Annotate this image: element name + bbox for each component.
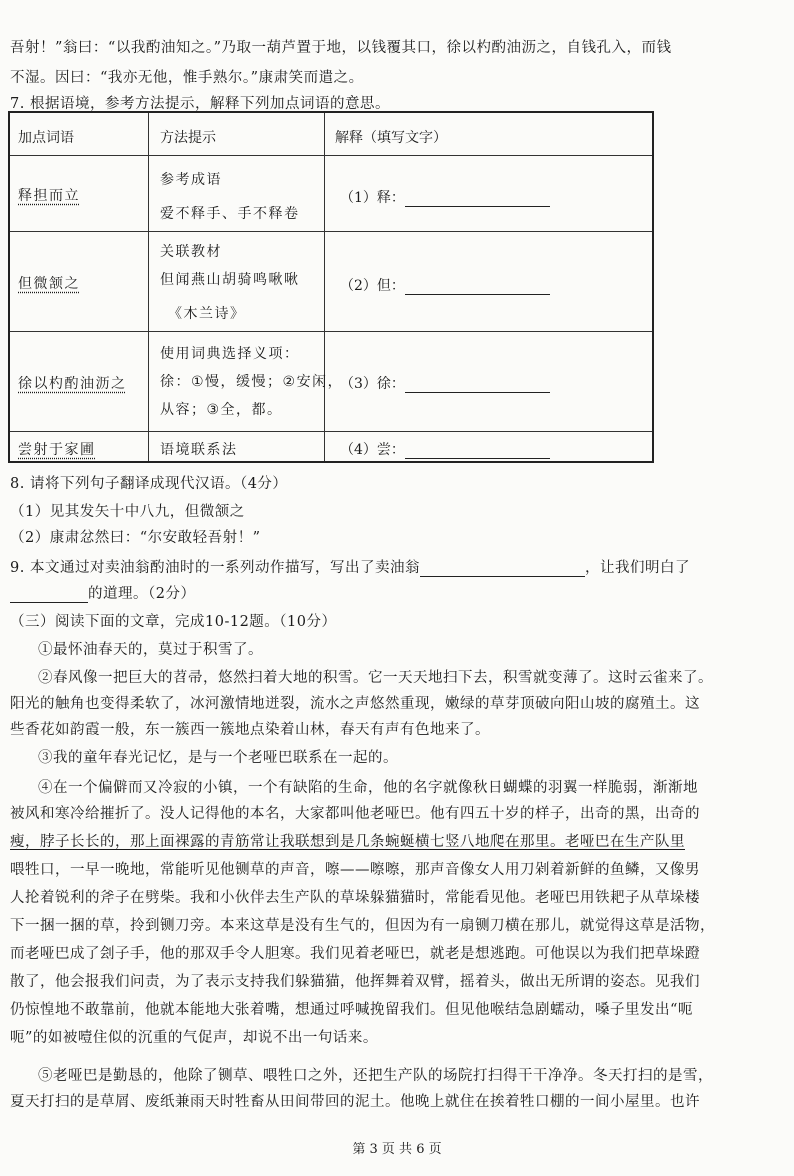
answer-cell — [340, 275, 550, 295]
question-9-line — [10, 556, 754, 577]
word-cell: 但微颔之 — [18, 276, 80, 292]
hint-line: 从容；③全，都。 — [160, 402, 283, 418]
answer-blank[interactable] — [405, 378, 550, 393]
question-7-stem: 7. 根据语境，参考方法提示，解释下列加点词语的意思。 — [10, 96, 390, 112]
answer-label: （2）但： — [340, 278, 405, 294]
answer-blank[interactable] — [405, 280, 550, 295]
answer-cell — [340, 439, 550, 459]
word-cell: 徐以杓酌油沥之 — [18, 376, 127, 392]
answer-label: （4）尝： — [340, 442, 405, 458]
question-9-text: 的道理。（2分） — [88, 586, 196, 602]
answer-cell — [340, 187, 550, 207]
paragraph-line: ②春风像一把巨大的苕帚，悠然扫着大地的积雪。它一天天地扫下去，积雪就变薄了。这时云雀来了。 — [38, 670, 713, 686]
q7-table — [8, 111, 654, 463]
answer-blank[interactable] — [405, 192, 550, 207]
question-9-line — [10, 582, 754, 603]
hint-line: 但闻燕山胡骑鸣啾啾 — [160, 272, 300, 288]
word-cell: 释担而立 — [18, 188, 80, 204]
paragraph-line: 夏天打扫的是草屑、废纸兼雨天时牲畜从田间带回的泥土。他晚上就住在挨着牲口棚的一间小屋里。也许 — [10, 1094, 700, 1110]
question-8-stem: 8. 请将下列句子翻译成现代汉语。（4分） — [10, 476, 288, 492]
answer-label: （3）徐： — [340, 376, 405, 392]
answer-blank[interactable] — [10, 588, 88, 603]
hint-line: 语境联系法 — [160, 442, 238, 458]
paragraph-line: 而老哑巴成了刽子手，他的那双手令人胆寒。我们见着老哑巴，就老是想逃跑。可他误以为我们把草垛蹬 — [10, 946, 700, 962]
table-header: 加点词语 — [18, 130, 74, 146]
paragraph-line: 呃”的如被噎住似的沉重的气促声，却说不出一句话来。 — [10, 1030, 378, 1046]
answer-blank[interactable] — [405, 444, 550, 459]
text-line: 不湿。因曰：“我亦无他，惟手熟尔。”康肃笑而遣之。 — [10, 70, 364, 86]
paragraph-line: 些香花如韵霞一般，东一簇西一簇地点染着山林，春天有声有色地来了。 — [10, 722, 490, 738]
paragraph-line: ④在一个偏僻而又冷寂的小镇，一个有缺陷的生命，他的名字就像秋日蝴蝶的羽翼一样脆弱，渐渐地 — [38, 780, 698, 796]
paragraph-line: 散了，他会报我们问责，为了表示支持我们躲猫猫，他挥舞着双臂，摇着头，做出无所谓的姿态。见我们 — [10, 974, 700, 990]
table-header: 解释（填写文字） — [335, 130, 447, 146]
paragraph-line: 被风和寒冷给摧折了。没人记得他的本名，大家都叫他老哑巴。他有四五十岁的样子，出奇的黑，出奇的 — [10, 806, 700, 822]
hint-line: 参考成语 — [160, 172, 222, 188]
answer-cell — [340, 373, 550, 393]
question-9-text: 9. 本文通过对卖油翁酌油时的一系列动作描写，写出了卖油翁 — [10, 560, 420, 576]
paragraph-line: ③我的童年春光记忆，是与一个老哑巴联系在一起的。 — [38, 750, 398, 766]
hint-line: 《木兰诗》 — [168, 306, 246, 322]
hint-line: 关联教材 — [160, 244, 222, 260]
paragraph-line: 仍惊惶地不敢靠前，他就本能地大张着嘴，想通过呼喊挽留我们。但见他喉结急剧蠕动，嗓子里发出“呃 — [10, 1002, 693, 1018]
section-title: （三）阅读下面的文章，完成10-12题。（10分） — [10, 614, 337, 630]
hint-line: 爱不释手、手不释卷 — [160, 206, 300, 222]
text-line: 吾射！”翁曰：“以我酌油知之。”乃取一葫芦置于地，以钱覆其口，徐以杓酌油沥之，自钱孔入，而钱 — [10, 40, 672, 56]
table-header: 方法提示 — [160, 130, 216, 146]
paragraph-line: 阳光的触角也变得柔软了，冰河激情地迸裂，流水之声悠然重现，嫩绿的草芽顶破向阳山坡的腐殖土。这 — [10, 696, 700, 712]
paragraph-line: 喂牲口，一早一晚地，常能听见他铡草的声音，嚓——嚓嚓，那声音像女人用刀剁着新鲜的鱼鳞，又像男 — [10, 862, 700, 878]
hint-line: 使用词典选择义项： — [160, 346, 300, 362]
paragraph-line: 人抡着锐利的斧子在劈柴。我和小伙伴去生产队的草垛躲猫猫时，常能看见他。老哑巴用铁耙子从草垛楼 — [10, 890, 700, 906]
question-8-item: （2）康肃忿然曰：“尔安敢轻吾射！” — [10, 530, 261, 546]
answer-blank[interactable] — [420, 562, 585, 577]
hint-line: 徐：①慢，缓慢；②安闲， — [160, 374, 344, 390]
word-cell: 尝射于家圃 — [18, 442, 96, 458]
paragraph-line: ①最怀油春天的，莫过于积雪了。 — [38, 642, 263, 658]
page-number: 第 3 页 共 6 页 — [352, 1142, 442, 1157]
paragraph-line-underlined: 瘦，脖子长长的，那上面裸露的青筋常让我联想到是几条蜿蜒横七竖八地爬在那里。老哑巴在生产队里 — [10, 834, 685, 850]
answer-label: （1）释： — [340, 190, 405, 206]
question-8-item: （1）见其发矢十中八九，但微颔之 — [10, 504, 245, 520]
question-9-text: ，让我们明白了 — [584, 560, 690, 576]
paragraph-line: 下一捆一捆的草，拎到铡刀旁。本来这草是没有生气的，但因为有一扇铡刀横在那儿，就觉得这草是活物， — [10, 918, 715, 934]
paragraph-line: ⑤老哑巴是勤恳的，他除了铡草、喂牲口之外，还把生产队的场院打扫得干干净净。冬天打扫的是雪， — [38, 1068, 713, 1084]
